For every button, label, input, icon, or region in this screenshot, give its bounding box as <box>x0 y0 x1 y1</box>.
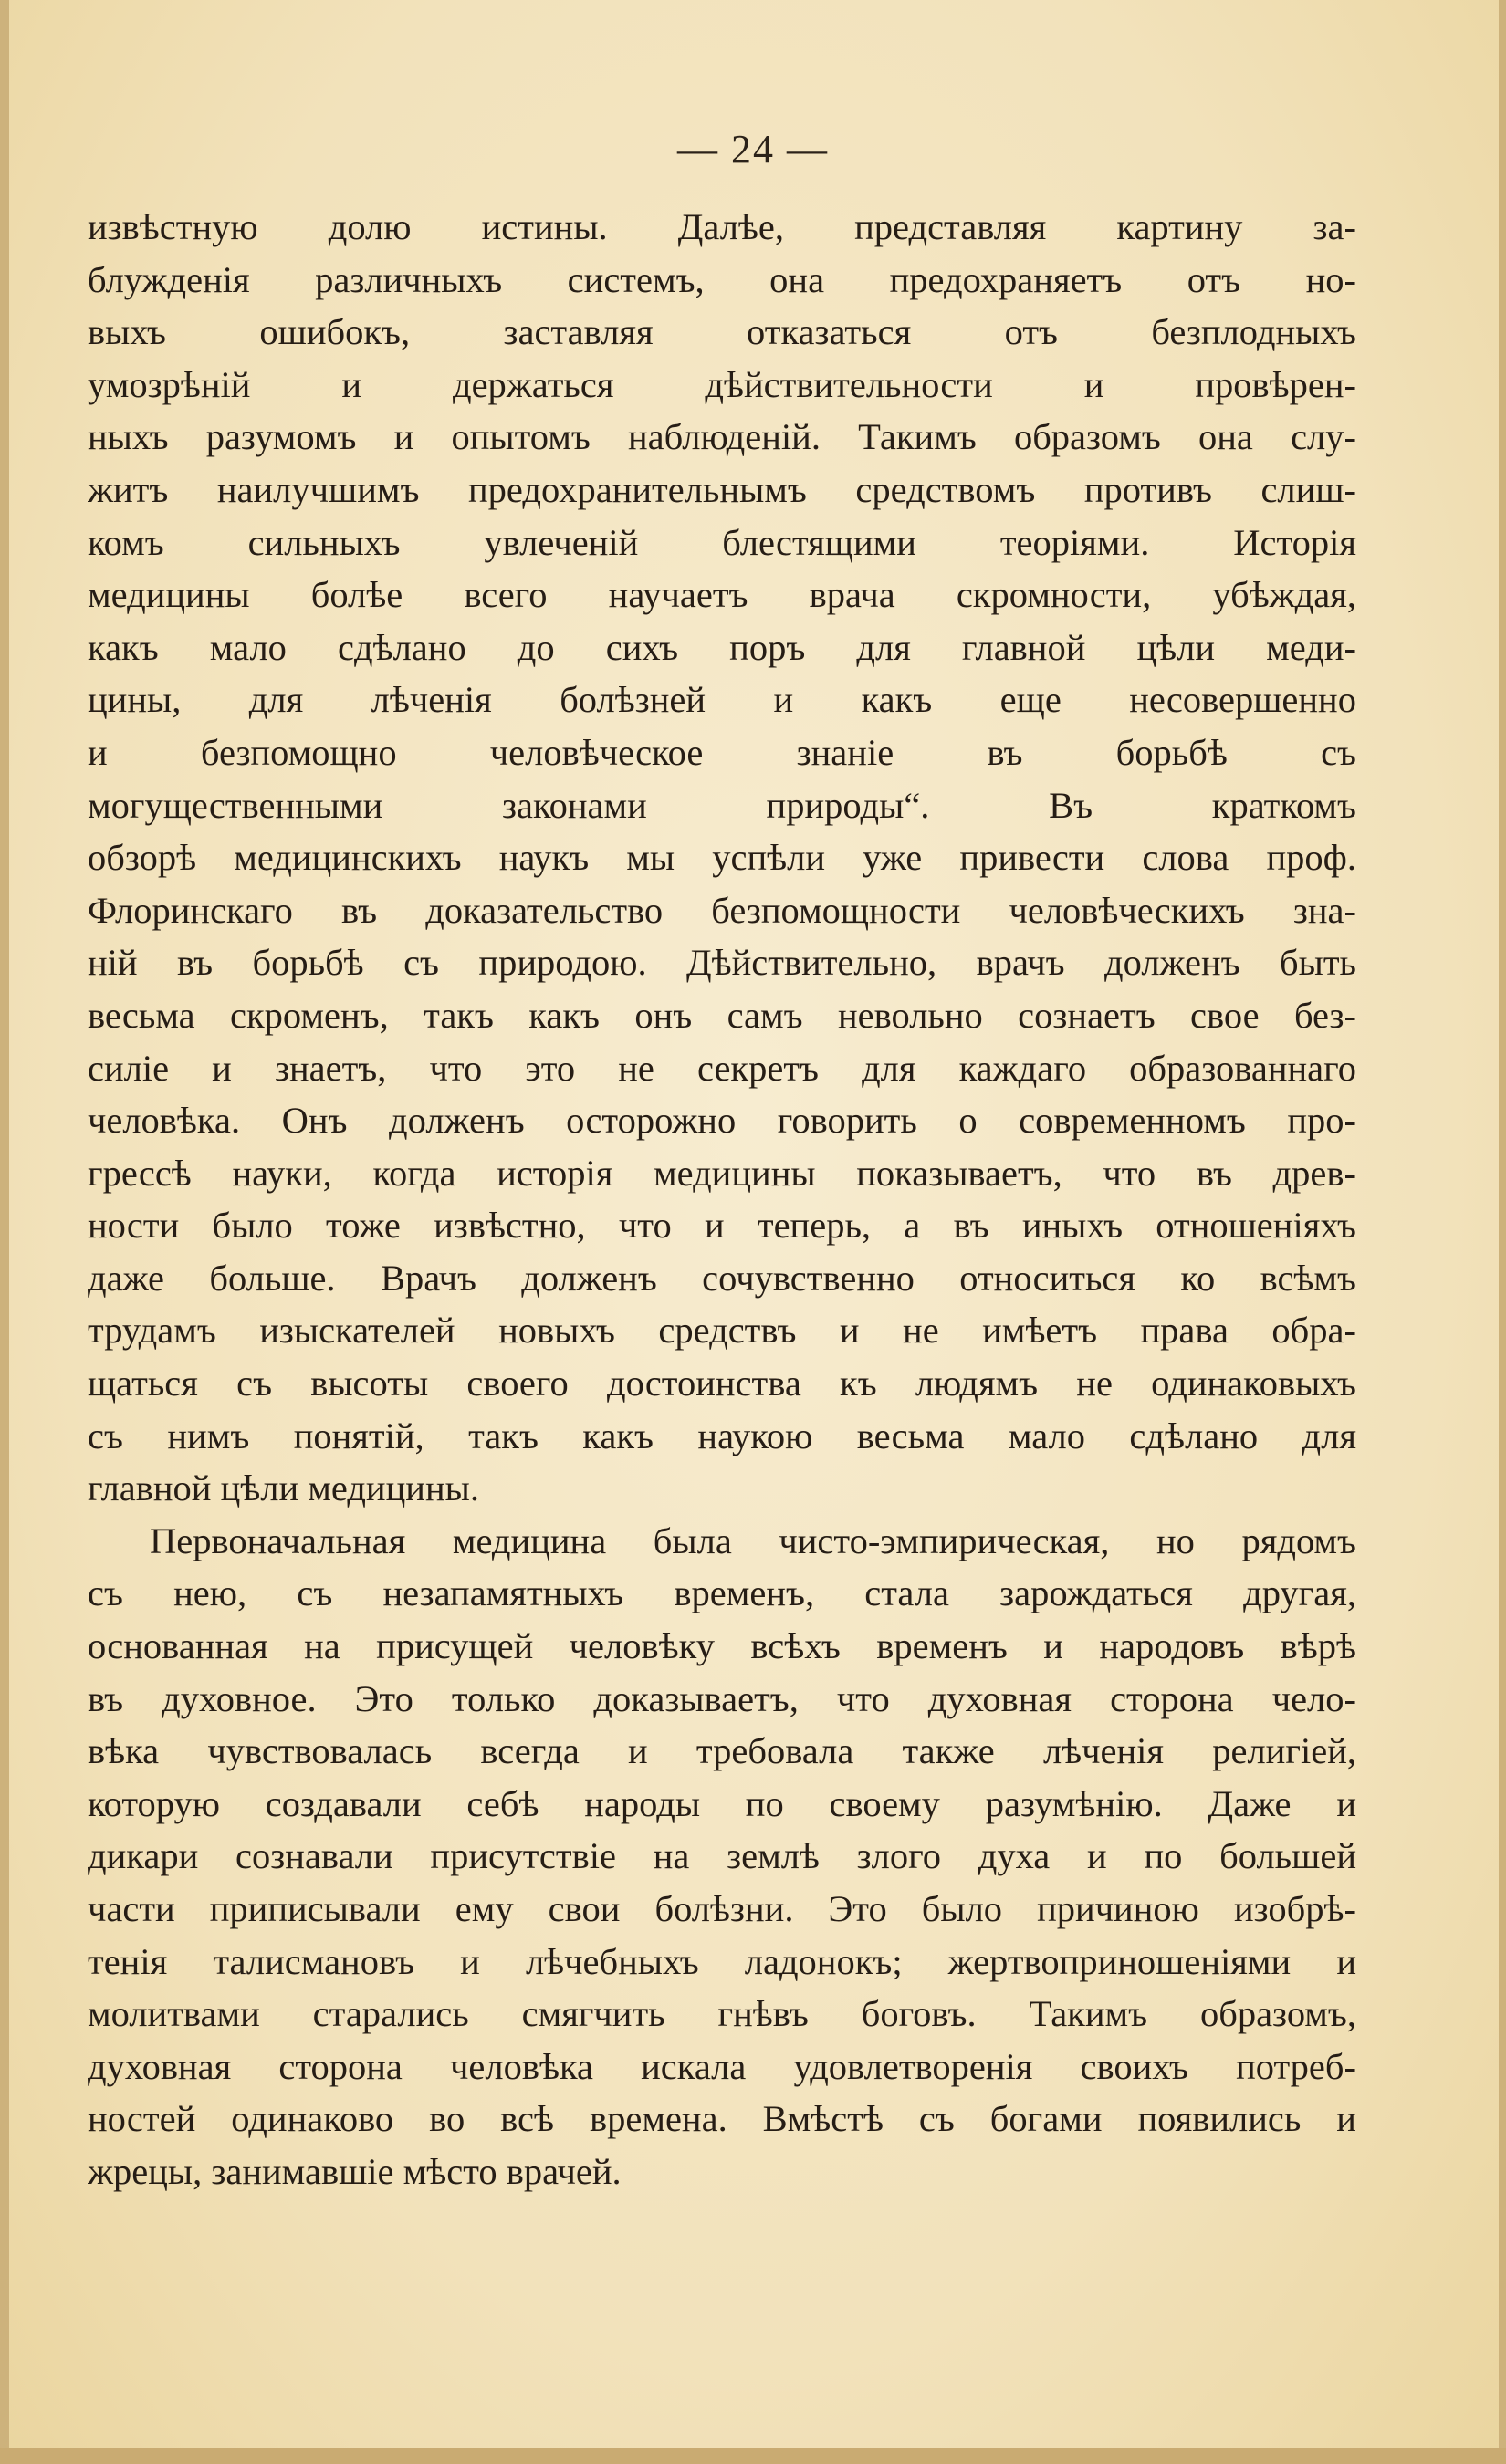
text-line: обзорѣ медицинскихъ наукъ мы успѣли уже привести слова проф. <box>88 837 1356 879</box>
text-line: главной цѣли медицины. <box>88 1467 479 1509</box>
text-line: житъ наилучшимъ предохранительнымъ средствомъ противъ слиш- <box>88 468 1356 510</box>
body-text <box>88 201 1356 2198</box>
text-line: цины, для лѣченія болѣзней и какъ еще несовершенно <box>88 679 1356 721</box>
text-line: извѣстную долю истины. Далѣе, представляя картину за- <box>88 206 1356 247</box>
text-line: трудамъ изыскателей новыхъ средствъ и не имѣетъ права обра- <box>88 1310 1356 1352</box>
text-line: силіе и знаетъ, что это не секретъ для каждаго образованнаго <box>88 1047 1356 1089</box>
page-edge-left <box>0 0 9 2464</box>
text-line: весьма скроменъ, такъ какъ онъ самъ невольно сознаетъ свое без- <box>88 994 1356 1036</box>
text-line: умозрѣній и держаться дѣйствительности и провѣрен- <box>88 363 1356 405</box>
text-line: вѣка чувствовалась всегда и требовала также лѣченія религіей, <box>88 1730 1356 1772</box>
text-line: въ духовное. Это только доказываетъ, что духовная сторона чело- <box>88 1677 1356 1719</box>
text-line: ности было тоже извѣстно, что и теперь, а въ иныхъ отношеніяхъ <box>88 1205 1356 1247</box>
page-number: — 24 — <box>677 127 829 172</box>
text-line: съ нимъ понятій, такъ какъ наукою весьма мало сдѣлано для <box>88 1415 1356 1456</box>
text-line: части приписывали ему свои болѣзни. Это было причиною изобрѣ- <box>88 1888 1356 1929</box>
text-line: молитвами старались смягчить гнѣвъ боговъ. Такимъ образомъ, <box>88 1993 1356 2035</box>
text-line: грессѣ науки, когда исторія медицины показываетъ, что въ древ- <box>88 1152 1356 1194</box>
text-line: медицины болѣе всего научаетъ врача скромности, убѣждая, <box>88 574 1356 616</box>
text-line: выхъ ошибокъ, заставляя отказаться отъ безплодныхъ <box>88 311 1356 353</box>
text-line: дикари сознавали присутствіе на землѣ злого духа и по большей <box>88 1835 1356 1877</box>
text-line: Флоринскаго въ доказательство безпомощности человѣческихъ зна- <box>88 889 1356 931</box>
text-line: тенія талисмановъ и лѣчебныхъ ладонокъ; жертвоприношеніями и <box>88 1940 1356 1982</box>
text-line: и безпомощно человѣческое знаніе въ борьбѣ съ <box>88 731 1356 773</box>
text-line: какъ мало сдѣлано до сихъ поръ для главной цѣли меди- <box>88 626 1356 668</box>
page-edge-bottom <box>0 2448 1506 2464</box>
text-line: даже больше. Врачъ долженъ сочувственно относиться ко всѣмъ <box>88 1257 1356 1299</box>
text-line: съ нею, съ незапамятныхъ временъ, стала зарождаться другая, <box>88 1572 1356 1614</box>
text-line: комъ сильныхъ увлеченій блестящими теоріями. Исторія <box>88 521 1356 563</box>
text-line: которую создавали себѣ народы по своему разумѣнію. Даже и <box>88 1782 1356 1824</box>
page-edge-right <box>1499 0 1506 2464</box>
text-line: Первоначальная медицина была чисто-эмпирическая, но рядомъ <box>150 1519 1356 1561</box>
text-line: духовная сторона человѣка искала удовлетворенія своихъ потреб- <box>88 2045 1356 2087</box>
text-line: человѣка. Онъ долженъ осторожно говорить о современномъ про- <box>88 1100 1356 1142</box>
text-line: блужденія различныхъ системъ, она предохраняетъ отъ но- <box>88 258 1356 300</box>
text-line: основанная на присущей человѣку всѣхъ временъ и народовъ вѣрѣ <box>88 1625 1356 1667</box>
text-line: ныхъ разумомъ и опытомъ наблюденій. Такимъ образомъ она слу- <box>88 416 1356 458</box>
text-line: ній въ борьбѣ съ природою. Дѣйствительно, врачъ долженъ быть <box>88 942 1356 984</box>
text-line: жрецы, занимавшіе мѣсто врачей. <box>88 2150 622 2192</box>
text-line: ностей одинаково во всѣ времена. Вмѣстѣ съ богами появились и <box>88 2098 1356 2140</box>
text-line: могущественными законами природы“. Въ краткомъ <box>88 784 1356 826</box>
text-line: щаться съ высоты своего достоинства къ людямъ не одинаковыхъ <box>88 1363 1356 1404</box>
